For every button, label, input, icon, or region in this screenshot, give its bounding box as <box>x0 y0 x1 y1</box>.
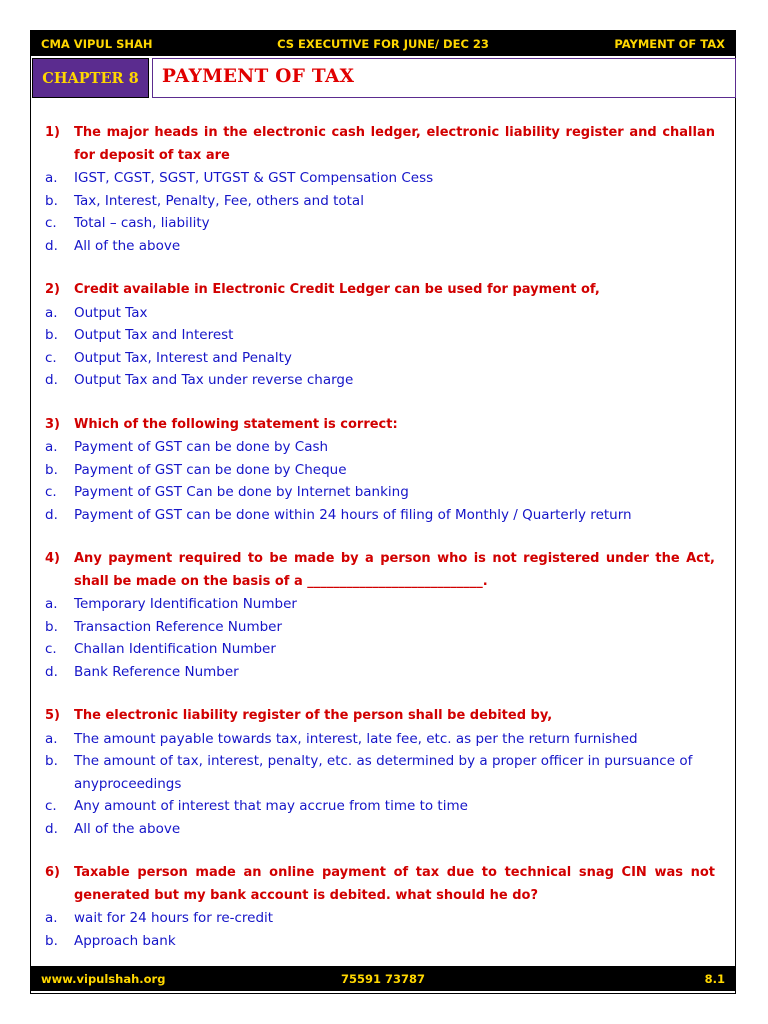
answer-option <box>45 907 715 930</box>
option-label: a. <box>45 439 58 455</box>
option-label: d. <box>45 237 58 254</box>
option-text: Output Tax and Interest <box>74 327 234 343</box>
chapter-title: PAYMENT OF TAX <box>162 66 355 87</box>
question <box>45 122 715 167</box>
option-text: Output Tax, Interest and Penalty <box>74 349 292 366</box>
option-label: a. <box>45 910 58 926</box>
option-label: c. <box>45 215 57 231</box>
option-text: Payment of GST can be done by Cash <box>74 439 329 455</box>
answer-option <box>45 616 715 639</box>
option-label: c. <box>45 349 57 366</box>
answer-option <box>45 212 715 235</box>
question-text: Which of the following statement is correct: <box>74 416 398 432</box>
footer-website: www.vipulshah.org <box>41 972 166 986</box>
option-label: c. <box>45 641 57 657</box>
chapter-title-box <box>152 58 736 98</box>
option-label: b. <box>45 192 58 209</box>
question-number: 6) <box>45 865 60 880</box>
option-label: d. <box>45 506 58 523</box>
footer-phone: 75591 73787 <box>340 972 426 986</box>
question-number: 3) <box>45 416 60 432</box>
option-label: b. <box>45 461 58 478</box>
question <box>45 705 715 728</box>
question-list <box>45 122 715 952</box>
option-text: Bank Reference Number <box>74 663 239 680</box>
chapter-label: CHAPTER 8 <box>32 58 149 98</box>
page-header-bar <box>31 31 735 56</box>
option-text: IGST, CGST, SGST, UTGST & GST Compensation Cess <box>74 170 434 186</box>
question-text: Credit available in Electronic Credit Ledger can be used for payment of, <box>74 282 600 297</box>
question <box>45 548 715 593</box>
option-text: All of the above <box>74 237 181 254</box>
answer-option <box>45 347 715 370</box>
option-text: Payment of GST Can be done by Internet banking <box>74 484 409 500</box>
question <box>45 414 715 437</box>
option-label: b. <box>45 753 58 769</box>
option-label: a. <box>45 170 58 186</box>
option-text: Transaction Reference Number <box>74 618 283 635</box>
answer-option <box>45 750 715 795</box>
question <box>45 862 715 907</box>
option-label: a. <box>45 304 58 321</box>
question-number: 5) <box>45 708 60 723</box>
answer-option <box>45 459 715 482</box>
answer-option <box>45 324 715 347</box>
answer-option <box>45 661 715 684</box>
option-text: Tax, Interest, Penalty, Fee, others and total <box>74 192 364 209</box>
option-label: b. <box>45 618 58 635</box>
option-label: d. <box>45 820 58 837</box>
option-label: b. <box>45 327 58 343</box>
option-text: Any amount of interest that may accrue from time to time <box>74 798 468 814</box>
answer-option <box>45 728 715 751</box>
chapter-heading <box>31 57 736 99</box>
option-label: c. <box>45 798 57 814</box>
option-text: All of the above <box>74 820 181 837</box>
option-text: Temporary Identification Number <box>74 596 297 612</box>
option-label: d. <box>45 372 58 388</box>
answer-option <box>45 190 715 213</box>
question-number: 4) <box>45 551 60 566</box>
answer-option <box>45 504 715 527</box>
answer-option <box>45 167 715 190</box>
question-text: The electronic liability register of the person shall be debited by, <box>74 708 553 723</box>
answer-option <box>45 818 715 841</box>
option-label: a. <box>45 730 58 747</box>
page-footer-bar <box>31 966 735 991</box>
option-text: Approach bank <box>74 932 176 949</box>
question-number: 2) <box>45 282 60 297</box>
question-text: The major heads in the electronic cash ledger, electronic liability register and challan for deposit of tax are <box>74 125 715 163</box>
option-text: Output Tax <box>74 304 148 321</box>
option-text: Output Tax and Tax under reverse charge <box>74 372 354 388</box>
option-text: wait for 24 hours for re-credit <box>74 910 274 926</box>
answer-option <box>45 638 715 661</box>
option-text: The amount of tax, interest, penalty, etc. as determined by a proper officer in pursuance of anyproceedings <box>74 753 693 792</box>
option-label: a. <box>45 596 58 612</box>
option-label: b. <box>45 932 58 949</box>
question <box>45 279 715 302</box>
option-text: The amount payable towards tax, interest, late fee, etc. as per the return furnished <box>74 730 638 747</box>
answer-option <box>45 593 715 616</box>
option-text: Payment of GST can be done within 24 hours of filing of Monthly / Quarterly return <box>74 506 632 523</box>
question-text: Any payment required to be made by a person who is not registered under the Act, shall be made on the basis of a ___________________________. <box>74 551 715 589</box>
answer-option <box>45 235 715 258</box>
header-topic: PAYMENT OF TAX <box>614 37 725 51</box>
answer-option <box>45 302 715 325</box>
answer-option <box>45 795 715 818</box>
question-text: Taxable person made an online payment of tax due to technical snag CIN was not generated but my bank account is debited. what should he do? <box>74 865 715 903</box>
question-number: 1) <box>45 125 60 140</box>
option-text: Payment of GST can be done by Cheque <box>74 461 347 478</box>
option-text: Challan Identification Number <box>74 641 276 657</box>
answer-option <box>45 369 715 392</box>
answer-option <box>45 481 715 504</box>
header-author: CMA VIPUL SHAH <box>41 37 153 51</box>
option-label: c. <box>45 484 57 500</box>
header-course: CS EXECUTIVE FOR JUNE/ DEC 23 <box>277 37 489 51</box>
option-label: d. <box>45 663 58 680</box>
answer-option <box>45 436 715 459</box>
answer-option <box>45 930 715 953</box>
footer-page-number: 8.1 <box>704 972 725 986</box>
option-text: Total – cash, liability <box>74 215 210 231</box>
